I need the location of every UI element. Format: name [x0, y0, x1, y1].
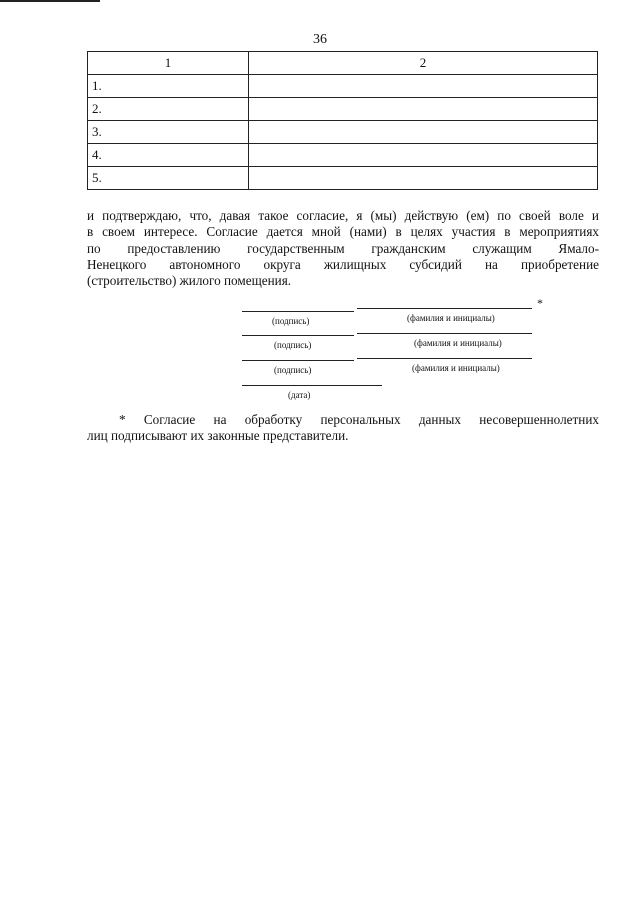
paragraph-line: Ненецкого автономного округа жилищных субсидий на приобретение — [87, 256, 599, 272]
footnote-line: * Согласие на обработку персональных данных несовершеннолетних — [119, 412, 599, 427]
footnote-asterisk: * — [537, 296, 543, 310]
signature-line — [242, 360, 354, 361]
paragraph-line: по предоставлению государственным гражданским служащим Ямало- — [87, 240, 599, 256]
consent-table — [87, 51, 598, 190]
paragraph-line: в своем интересе. Согласие дается мной (нами) в целях участия в мероприятиях — [87, 224, 599, 240]
name-line — [357, 308, 532, 309]
table-row — [88, 144, 598, 167]
footnote — [87, 412, 599, 445]
signature-caption: (подпись) — [274, 340, 312, 350]
name-caption: (фамилия и инициалы) — [414, 338, 502, 348]
signature-line — [242, 311, 354, 312]
table-header-cell: 2 — [249, 52, 598, 75]
table-cell-empty — [249, 144, 598, 167]
table-header-row — [88, 52, 598, 75]
table-header-cell: 1 — [88, 52, 249, 75]
signature-line — [242, 335, 354, 336]
signature-caption: (подпись) — [274, 365, 312, 375]
table-row-number: 4. — [88, 144, 249, 167]
table-row — [88, 75, 598, 98]
table-cell-empty — [249, 121, 598, 144]
date-caption: (дата) — [288, 390, 311, 400]
date-line — [242, 385, 382, 386]
consent-paragraph — [87, 208, 599, 289]
scan-edge-mark — [0, 0, 100, 2]
footnote-line: лиц подписывают их законные представители. — [87, 428, 349, 444]
table-cell-empty — [249, 75, 598, 98]
table-row-number: 1. — [88, 75, 249, 98]
table-row-number: 5. — [88, 167, 249, 190]
table-cell-empty — [249, 167, 598, 190]
table-row — [88, 167, 598, 190]
name-line — [357, 333, 532, 334]
name-caption: (фамилия и инициалы) — [407, 313, 495, 323]
table-row-number: 2. — [88, 98, 249, 121]
table-row — [88, 121, 598, 144]
name-caption: (фамилия и инициалы) — [412, 363, 500, 373]
paragraph-line: и подтверждаю, что, давая такое согласие, я (мы) действую (ем) по своей воле и — [87, 208, 599, 223]
page-number: 36 — [313, 32, 327, 47]
table-row — [88, 98, 598, 121]
signature-caption: (подпись) — [272, 316, 310, 326]
table-cell-empty — [249, 98, 598, 121]
paragraph-line: (строительство) жилого помещения. — [87, 273, 292, 289]
table-row-number: 3. — [88, 121, 249, 144]
name-line — [357, 358, 532, 359]
